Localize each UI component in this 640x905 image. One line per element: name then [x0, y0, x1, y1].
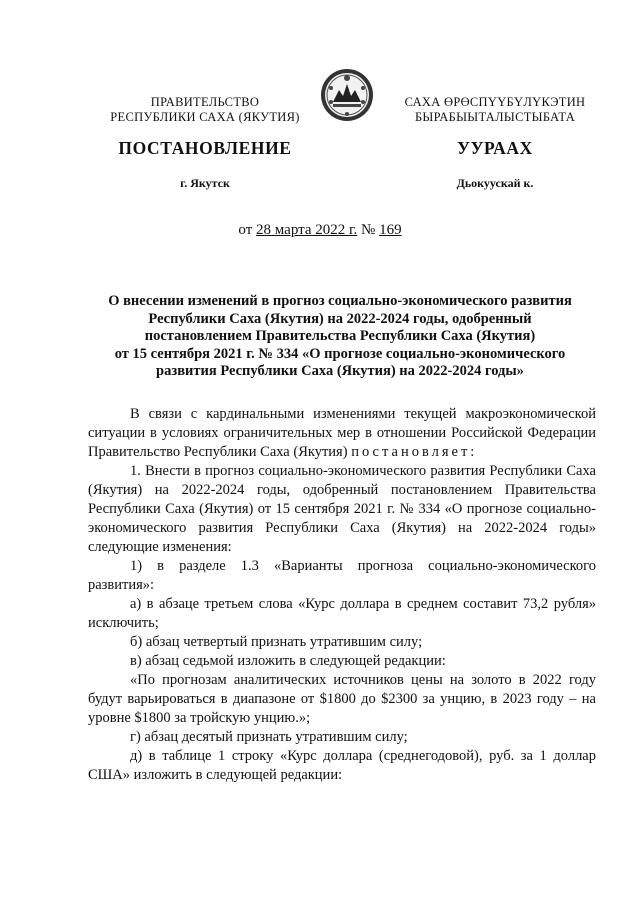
- org-line-2: БЫРАБЫЫТАЛЫСТЫБАТА: [414, 110, 576, 124]
- coat-of-arms-icon: [319, 66, 375, 124]
- number-sign: №: [361, 222, 376, 238]
- city-sakha: Дьокуускай к.: [456, 176, 534, 190]
- org-line-1: ПРАВИТЕЛЬСТВО: [150, 95, 260, 109]
- org-line-2: РЕСПУБЛИКИ САХА (ЯКУТИЯ): [110, 110, 300, 124]
- organization-name-sakha: [380, 95, 610, 125]
- preamble-text: В связи с кардинальными изменениями текущей макроэкономической ситуации в условиях ограничительных мер в отношении Российской Федерации Правительство Республики Саха (Якутия): [88, 406, 596, 460]
- document-number: 169: [379, 222, 402, 238]
- paragraph-subitem-b: б) абзац четвертый признать утратившим силу;: [130, 634, 423, 650]
- document-subject: [90, 293, 590, 381]
- paragraph-subitem-d: д) в таблице 1 строку «Курс доллара (среднегодовой), руб. за 1 доллар США» изложить в следующей редакции:: [88, 748, 596, 783]
- paragraph-preamble: [88, 405, 596, 462]
- document-type-sakha: УУРААХ: [457, 138, 533, 158]
- subject-line: развития Республики Саха (Якутия) на 2022-2024 годы»: [156, 363, 524, 379]
- paragraph-subitem-1: 1) в разделе 1.3 «Варианты прогноза социально-экономического развития»:: [88, 558, 596, 593]
- document-date: 28 марта 2022 г.: [256, 222, 358, 238]
- paragraph-subitem-v: в) абзац седьмой изложить в следующей редакции:: [130, 653, 446, 669]
- subject-line: О внесении изменений в прогноз социально-экономического развития: [108, 293, 572, 309]
- org-line-1: САХА ӨРӨСПҮҮБҮЛҮКЭТИН: [404, 95, 586, 109]
- paragraph-item-1: 1. Внести в прогноз социально-экономического развития Республики Саха (Якутия) на 2022-2024 годы, одобренный постановлением Правительства Республики Саха (Якутия) от 15 сентября 2021 г. № 334 «О прогнозе социально-экономического развития Республики Саха (Якутия) на 2022-2024 годы» следующие изменения:: [88, 463, 596, 555]
- subject-line: от 15 сентября 2021 г. № 334 «О прогнозе социально-экономического: [114, 345, 566, 362]
- subject-line: постановлением Правительства Республики Саха (Якутия): [144, 328, 536, 344]
- paragraph-quote: «По прогнозам аналитических источников цены на золото в 2022 году будут варьироваться в диапазоне от $1800 до $2300 за унцию, в 2023 году – на уровне $1800 за тройскую унцию.»;: [88, 672, 596, 726]
- city-russian: г. Якутск: [180, 176, 230, 190]
- paragraph-subitem-g: г) абзац десятый признать утратившим силу;: [130, 729, 408, 745]
- date-prefix: от: [238, 222, 253, 238]
- document-type-russian: ПОСТАНОВЛЕНИЕ: [118, 138, 292, 158]
- date-number-line: [0, 222, 640, 239]
- paragraph-subitem-a: а) в абзаце третьем слова «Курс доллара в среднем составит 73,2 рубля» исключить;: [88, 596, 596, 631]
- resolves-word: постановляет:: [351, 444, 478, 460]
- subject-line: Республики Саха (Якутия) на 2022-2024 годы, одобренный: [148, 310, 532, 327]
- document-body: [88, 405, 596, 785]
- organization-name-russian: [95, 95, 315, 125]
